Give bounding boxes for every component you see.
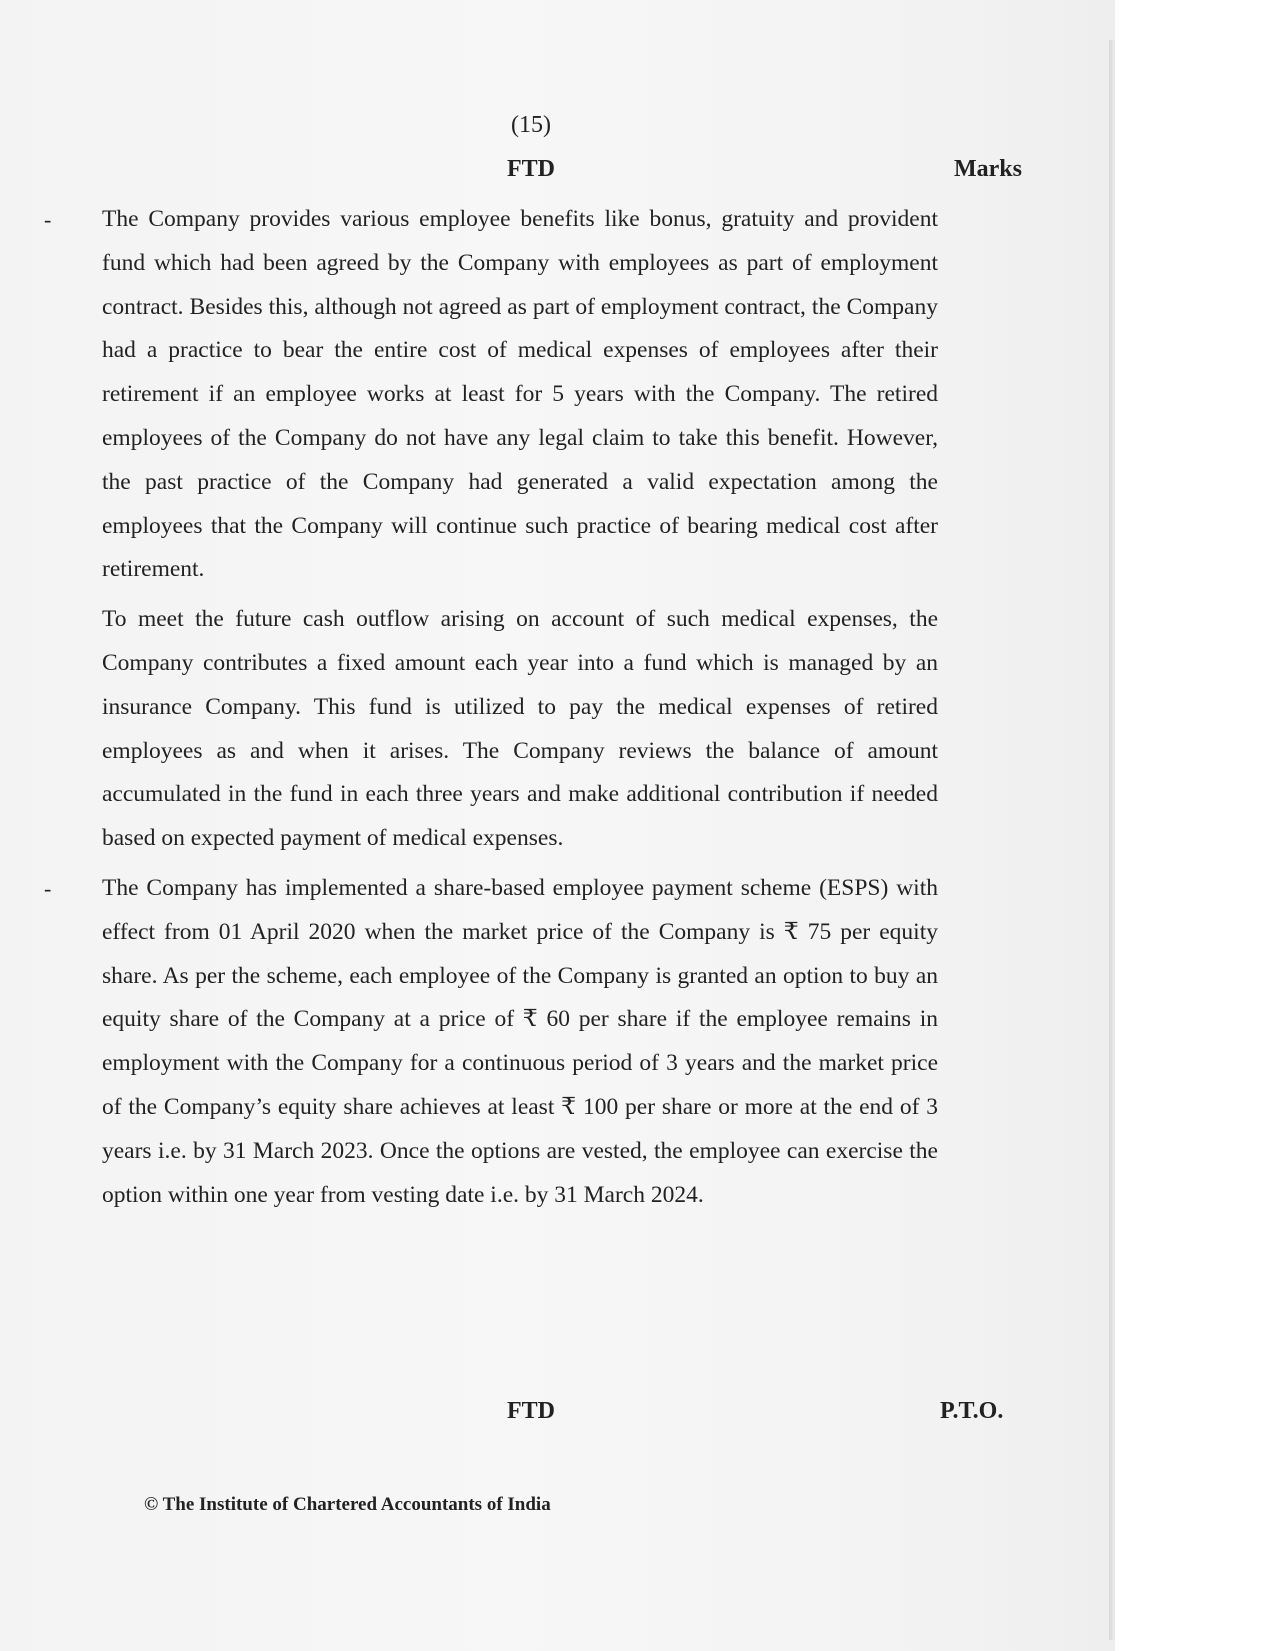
paragraph-esps	[44, 867, 938, 1217]
paragraph-employee-benefits	[44, 198, 938, 592]
scan-margin	[1115, 0, 1275, 1651]
bullet-marker: -	[44, 207, 52, 232]
paragraph-text: The Company has implemented a share-based employee payment scheme (ESPS) with effect from 01 April 2020 when the market price of the Company is ₹ 75 per equity share. As per the scheme, each employee of the Company is granted an option to buy an equity share of the Company at a price of ₹ 60 per share if the employee remains in employment with the Company for a continuous period of 3 years and the market price of the Company’s equity share achieves at least ₹ 100 per share or more at the end of 3 years i.e. by 31 March 2023. Once the options are vested, the employee can exercise the option within one year from vesting date i.e. by 31 March 2024.	[102, 874, 938, 1208]
question-body	[44, 198, 938, 1217]
marks-label: Marks	[954, 156, 1022, 182]
paragraph-text: The Company provides various employee benefits like bonus, gratuity and provident fund which had been agreed by the Company with employees as part of employment contract. Besides this, although not agreed as part of employment contract, the Company had a practice to bear the entire cost of medical expenses of employees after their retirement if an employee works at least for 5 years with the Company. The retired employees of the Company do not have any legal claim to take this benefit. However, the past practice of the Company had generated a valid expectation among the employees that the Company will continue such practice of bearing medical cost after retirement.	[102, 206, 938, 583]
page-number: (15)	[511, 112, 551, 138]
footer-paper-code: FTD	[507, 1398, 555, 1424]
paragraph-medical-fund	[102, 598, 938, 861]
paragraph-text: To meet the future cash outflow arising on account of such medical expenses, the Company contributes a fixed amount each year into a fund which is managed by an insurance Company. This fund is utilized to pay the medical expenses of retired employees as and when it arises. The Company reviews the balance of amount accumulated in the fund in each three years and make additional contribution if needed based on expected payment of medical expenses.	[102, 606, 938, 852]
bullet-marker: -	[44, 875, 52, 901]
header-paper-code: FTD	[507, 156, 555, 182]
pto-label: P.T.O.	[940, 1398, 1004, 1424]
copyright-notice: © The Institute of Chartered Accountants of India	[144, 1494, 551, 1515]
